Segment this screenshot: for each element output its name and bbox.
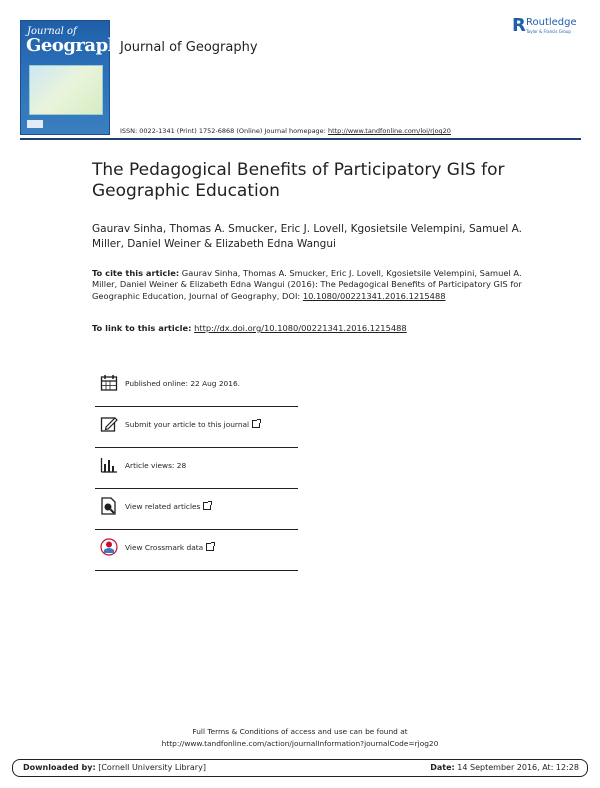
publisher-logo (512, 17, 577, 37)
submit-article-link[interactable] (125, 420, 260, 429)
publisher-tagline: Taylor & Francis Group (526, 29, 571, 34)
article-info-list (95, 366, 298, 571)
view-related-label: View related articles (125, 502, 201, 511)
submit-article-label: Submit your article to this journal (125, 420, 250, 429)
download-info-bar (12, 759, 588, 777)
cite-text: Gaurav Sinha, Thomas A. Smucker, Eric J. Lovell, Kgosietsile Velempini, Samuel A. Miller, Daniel Weiner & Elizabeth Edna Wangui (2016): The Pedagogical Benefits of Participatory GIS for Geographic Education, Journal of Geography, DOI: (92, 268, 522, 301)
cover-map-illustration (29, 65, 103, 115)
published-online-text: Published online: 22 Aug 2016. (125, 379, 241, 388)
issn-line (120, 127, 451, 135)
external-link-icon (252, 420, 260, 428)
cover-publisher-logo (27, 120, 43, 128)
article-doi-link[interactable]: http://dx.doi.org/10.1080/00221341.2016.1215488 (194, 323, 407, 333)
cover-title-line2: Geography (26, 35, 131, 56)
edit-icon (100, 415, 118, 433)
download-date (430, 763, 579, 772)
terms-line: Full Terms & Conditions of access and use can be found at (192, 727, 408, 736)
download-date-value: 14 September 2016, At: 12:28 (457, 763, 579, 772)
info-row-views (95, 448, 298, 489)
view-related-link[interactable] (125, 502, 211, 511)
cite-label: To cite this article: (92, 268, 180, 278)
routledge-r-icon: R (512, 15, 526, 36)
publisher-name: Routledge (526, 17, 577, 28)
link-label: To link to this article: (92, 323, 192, 333)
info-row-crossmark[interactable] (95, 530, 298, 571)
article-link-block (92, 323, 532, 333)
crossmark-icon (100, 538, 118, 556)
cover-title-line1: Journal of (27, 26, 77, 37)
article-authors: Gaurav Sinha, Thomas A. Smucker, Eric J. Lovell, Kgosietsile Velempini, Samuel A. Miller, Daniel Weiner & Elizabeth Edna Wangui (92, 223, 523, 250)
downloaded-by-value: [Cornell University Library] (98, 763, 206, 772)
calendar-icon (100, 374, 118, 392)
external-link-icon (206, 543, 214, 551)
header-divider (20, 138, 581, 140)
info-row-published (95, 366, 298, 407)
bar-chart-icon (100, 456, 118, 474)
issn-text: ISSN: 0022-1341 (Print) 1752-6868 (Online) Journal homepage: (120, 127, 326, 135)
journal-name: Journal of Geography (120, 40, 258, 55)
article-title: The Pedagogical Benefits of Participatory GIS for Geographic Education (92, 160, 505, 201)
external-link-icon (203, 502, 211, 510)
crossmark-label: View Crossmark data (125, 543, 204, 552)
info-row-related[interactable] (95, 489, 298, 530)
related-icon (100, 497, 118, 515)
downloaded-by-label: Downloaded by: (23, 763, 96, 772)
download-date-label: Date: (430, 763, 455, 772)
cite-doi-link[interactable]: 10.1080/00221341.2016.1215488 (302, 290, 446, 301)
terms-footer (0, 726, 600, 749)
terms-url-link[interactable]: http://www.tandfonline.com/action/journalInformation?journalCode=rjog20 (161, 738, 439, 748)
journal-cover-image (20, 20, 131, 135)
journal-homepage-link[interactable]: http://www.tandfonline.com/loi/rjog20 (327, 127, 451, 135)
crossmark-link[interactable] (125, 543, 214, 552)
info-row-submit[interactable] (95, 407, 298, 448)
citation-block (92, 268, 532, 302)
downloaded-by (23, 763, 206, 772)
article-views-text: Article views: 28 (125, 461, 187, 470)
